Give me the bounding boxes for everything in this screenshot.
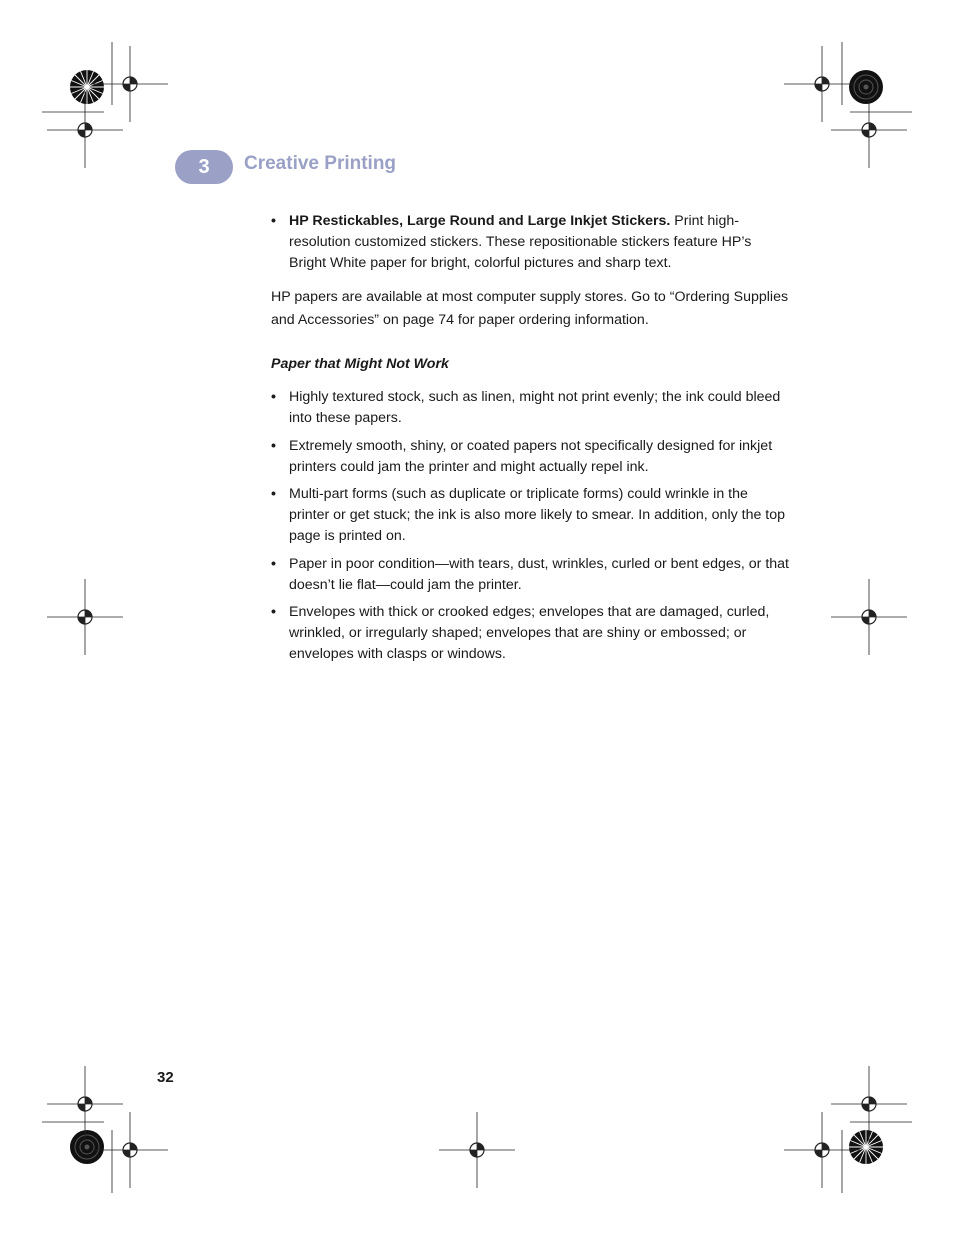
list-item [271, 602, 791, 664]
bullet-text: Extremely smooth, shiny, or coated papers not specifically designed for inkjet printers could jam the printer and might actually repel ink. [289, 437, 773, 475]
list-item-stickers [271, 211, 791, 273]
list-item [271, 554, 791, 596]
bullet-text: Highly textured stock, such as linen, might not print evenly; the ink could bleed into these papers. [289, 389, 781, 426]
page-body [271, 211, 791, 672]
bullet-marker: • [271, 604, 276, 621]
list-item [271, 387, 791, 429]
page-number: 32 [157, 1069, 174, 1086]
list-item [271, 484, 791, 546]
bullet-text: Envelopes with thick or crooked edges; envelopes that are damaged, curled, wrinkled, or irregularly shaped; envelopes that are shiny or embossed; or envelopes with clasps or windows. [289, 604, 770, 662]
bullet-lead-text: HP Restickables, Large Round and Large Inkjet Stickers. [289, 213, 671, 229]
bullet-marker: • [271, 213, 276, 229]
chapter-number-badge: 3 [175, 150, 233, 184]
bullet-text: Paper in poor condition—with tears, dust, wrinkles, curled or bent edges, or that doesn’t lie flat—could jam the printer. [289, 555, 789, 593]
body-paragraph: HP papers are available at most computer supply stores. Go to “Ordering Supplies and Accessories” on page 74 for paper ordering information. [271, 289, 789, 329]
bullet-marker: • [271, 486, 276, 503]
bullet-marker: • [271, 555, 276, 572]
list-item [271, 436, 791, 478]
section-subheading: Paper that Might Not Work [271, 356, 449, 373]
chapter-title: Creative Printing [244, 153, 397, 174]
bullet-marker: • [271, 389, 276, 406]
bullet-text: Print high-resolution customized stickers. These repositionable stickers feature HP’s Bright White paper for bright, colorful pictures and sharp text. [289, 213, 752, 271]
bullet-text: Multi-part forms (such as duplicate or triplicate forms) could wrinkle in the printer or get stuck; the ink is also more likely to smear. In addition, only the top page is printed on. [289, 486, 786, 544]
bullet-marker: • [271, 437, 276, 454]
